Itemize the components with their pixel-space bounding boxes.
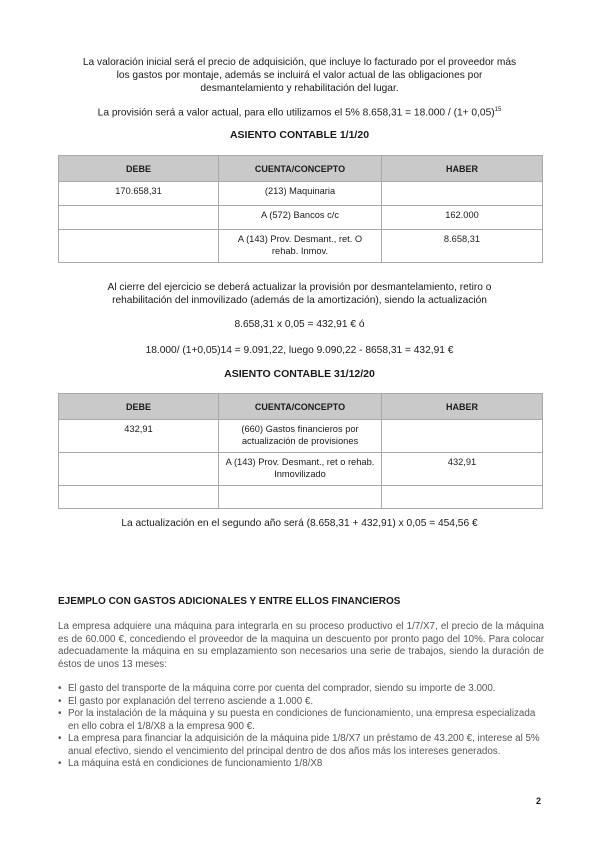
header-debe: DEBE xyxy=(59,394,219,420)
list-item: • La máquina está en condiciones de funcionamiento 1/8/X8 xyxy=(58,758,544,771)
header-cuenta: CUENTA/CONCEPTO xyxy=(219,156,382,182)
table-row xyxy=(59,486,543,509)
table-row xyxy=(59,230,543,263)
list-item: • El gasto del transporte de la máquina corre por cuenta del comprador, siendo su importe de 3.000. xyxy=(58,683,544,696)
cell-haber: 162.000 xyxy=(382,206,543,230)
segundo-anio-line: La actualización en el segundo año será (8.658,31 + 432,91) x 0,05 = 454,56 € xyxy=(121,518,478,529)
cierre-line-1: Al cierre del ejercicio se deberá actualizar la provisión por desmantelamiento, retiro o xyxy=(107,282,492,293)
cell-cuenta: A (143) Prov. Desmant., ret o rehab. Inmovilizado xyxy=(219,453,382,486)
intro-line-3: desmantelamiento y rehabilitación del lugar. xyxy=(200,83,399,94)
asiento1-table xyxy=(58,155,543,263)
cell-haber: 8.658,31 xyxy=(382,230,543,263)
calc-line-2: 18.000/ (1+0,05)14 = 9.091,22, luego 9.090,22 - 8658,31 = 432,91 € xyxy=(145,345,454,356)
header-haber: HABER xyxy=(382,394,543,420)
header-debe: DEBE xyxy=(59,156,219,182)
header-haber: HABER xyxy=(382,156,543,182)
intro-line-1: La valoración inicial será el precio de adquisición, que incluye lo facturado por el proveedor más xyxy=(82,57,517,68)
cell-cuenta xyxy=(219,486,382,509)
provision-line xyxy=(40,104,559,119)
cierre-paragraph xyxy=(40,281,559,307)
cell-debe xyxy=(59,486,219,509)
intro-line-2: los gastos por montaje, además se incluirá el valor actual de las obligaciones por xyxy=(116,70,483,81)
ejemplo-bullet-list xyxy=(58,683,544,771)
asiento1-title: ASIENTO CONTABLE 1/1/20 xyxy=(229,129,370,141)
calc-line-1: 8.658,31 x 0,05 = 432,91 € ó xyxy=(234,319,365,330)
cell-cuenta: A (143) Prov. Desmant., ret. O rehab. Inmov. xyxy=(219,230,382,263)
cell-debe xyxy=(59,206,219,230)
provision-text: La provisión será a valor actual, para ello utilizamos el 5% 8.658,31 = 18.000 / (1+ 0,05) xyxy=(97,107,495,119)
cell-debe: 432,91 xyxy=(59,420,219,453)
cell-haber: 432,91 xyxy=(382,453,543,486)
header-cuenta: CUENTA/CONCEPTO xyxy=(219,394,382,420)
table-header-row xyxy=(59,156,543,182)
cell-debe xyxy=(59,230,219,263)
cierre-line-2: rehabilitación del inmovilizado (además de la amortización), siendo la actualización xyxy=(112,295,487,306)
cell-haber xyxy=(382,420,543,453)
cell-haber xyxy=(382,182,543,206)
provision-exponent: 15 xyxy=(494,107,502,113)
cell-debe: 170.658,31 xyxy=(59,182,219,206)
cell-debe xyxy=(59,453,219,486)
table-row xyxy=(59,453,543,486)
ejemplo-paragraph: La empresa adquiere una máquina para integrarla en su proceso productivo el 1/7/X7, el precio de la máquina es de 60.000 €, concediendo el proveedor de la maquina un descuento por pronto pago del 10%. Para colocar adecuadamente la máquina en su emplazamiento son necesarios una serie de trabajos, siendo la duración de éstos de unos 13 meses: xyxy=(58,621,544,670)
cell-haber xyxy=(382,486,543,509)
intro-paragraph xyxy=(40,56,559,95)
asiento2-title: ASIENTO CONTABLE 31/12/20 xyxy=(224,368,375,380)
cell-cuenta: (213) Maquinaria xyxy=(219,182,382,206)
list-item: • La empresa para financiar la adquisición de la máquina pide 1/8/X7 un préstamo de 43.200 €, interese al 5% anual efectivo, siendo el vencimiento del principal dentro de dos años más los intereses generados. xyxy=(58,733,544,758)
cell-cuenta: (660) Gastos financieros por actualización de provisiones xyxy=(219,420,382,453)
list-item: • Por la instalación de la máquina y su puesta en condiciones de funcionamiento, una empresa especializada en ello cobra el 1/8/X8 a la empresa 900 €. xyxy=(58,708,544,733)
table-row xyxy=(59,420,543,453)
cell-cuenta: A (572) Bancos c/c xyxy=(219,206,382,230)
asiento2-table xyxy=(58,393,543,509)
table-row xyxy=(59,206,543,230)
list-item: • El gasto por explanación del terreno asciende a 1.000 €. xyxy=(58,696,544,709)
ejemplo-heading: EJEMPLO CON GASTOS ADICIONALES Y ENTRE ELLOS FINANCIEROS xyxy=(58,596,401,607)
table-row xyxy=(59,182,543,206)
table-header-row xyxy=(59,394,543,420)
page-number: 2 xyxy=(536,796,542,806)
